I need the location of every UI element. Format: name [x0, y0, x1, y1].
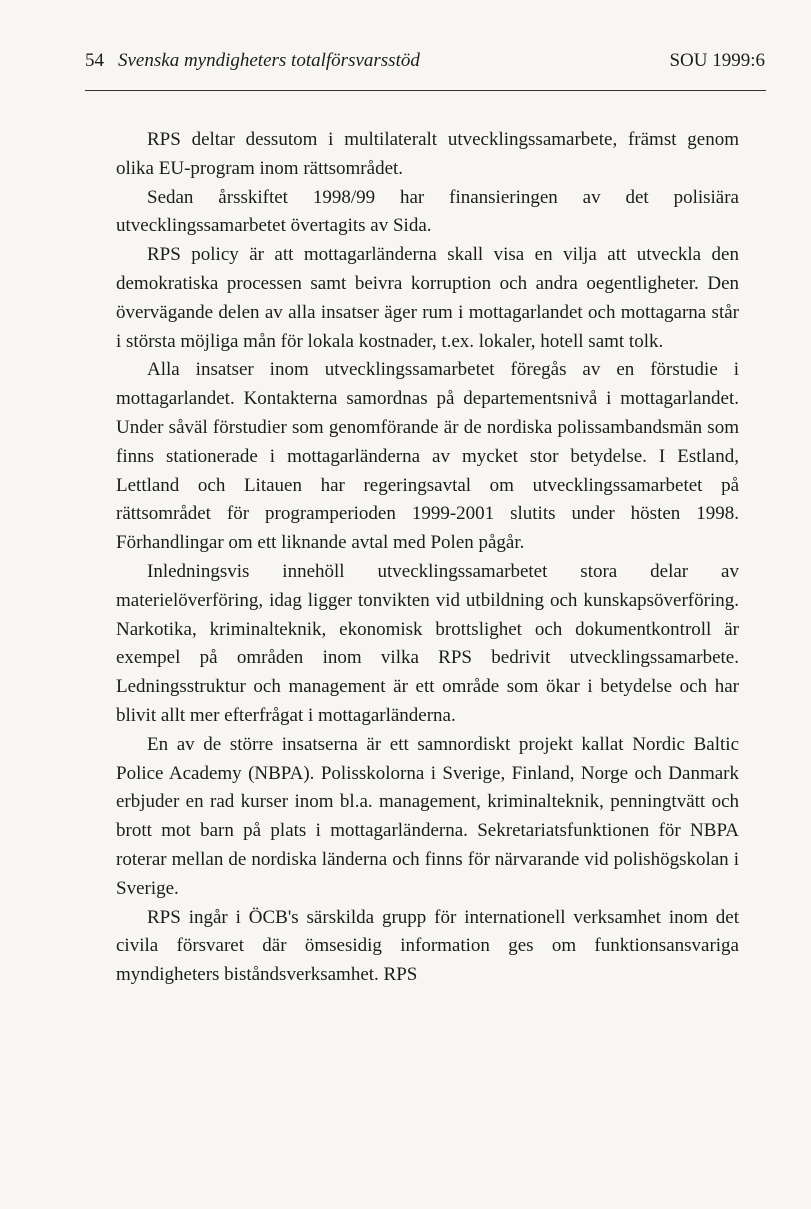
- running-title: Svenska myndigheters totalförsvarsstöd: [118, 50, 420, 71]
- paragraph-nbpa: En av de större insatserna är ett samnordiskt projekt kallat Nordic Baltic Police Academy (NBPA). Polisskolorna i Sverige, Finland, Norge och Danmark erbjuder en rad kurser inom bl.a. management, kriminalteknik, penningtvätt och brott mot barn på plats i mottagarländerna. Sekretariatsfunktionen för NBPA roterar mellan de nordiska länderna och finns för närvarande vid polishögskolan i Sverige.: [116, 733, 739, 899]
- paragraph-ocb: RPS ingår i ÖCB's särskilda grupp för internationell verksamhet inom det civila försvaret där ömsesidig information ges om funktionsansvariga myndigheters biståndsverksamhet. RPS: [116, 906, 739, 986]
- report-id: SOU 1999:6: [669, 50, 765, 71]
- header-rule: [85, 90, 766, 91]
- paragraph-multilateral: RPS deltar dessutom i multilateralt utvecklingssamarbete, främst genom olika EU-program inom rättsområdet.: [116, 129, 739, 179]
- paragraph-prestudy: Alla insatser inom utvecklingssamarbetet föregås av en förstudie i mottagarlandet. Kontakterna samordnas på departementsnivå i mottagarlandet. Under såväl förstudier som genomförande är de nordiska polissambandsmän som finns stationerade i mottagarländerna av mycket stor betydelse. I Estland, Lettland och Litauen har regeringsavtal om utvecklingssamarbetet på rättsområdet för programperioden 1999-2001 slutits under hösten 1998. Förhandlingar om ett liknande avtal med Polen pågår.: [116, 359, 739, 554]
- page-number: 54: [85, 50, 104, 71]
- paragraph-financing: Sedan årsskiftet 1998/99 har finansieringen av det polisiära utvecklingssamarbetet övertagits av Sida.: [116, 186, 739, 237]
- page-header: [85, 46, 765, 76]
- body-text: [116, 126, 739, 990]
- paragraph-transfer: Inledningsvis innehöll utvecklingssamarbetet stora delar av materielöverföring, idag ligger tonvikten vid utbildning och kunskapsöverföring. Narkotika, kriminalteknik, ekonomisk brottslighet och dokumentkontroll är exempel på områden inom vilka RPS bedrivit utvecklingssamarbete. Ledningsstruktur och management är ett område som ökar i betydelse och har blivit allt mer efterfrågat i mottagarländerna.: [116, 560, 739, 726]
- paragraph-policy: RPS policy är att mottagarländerna skall visa en vilja att utveckla den demokratiska processen samt beivra korruption och andra oegentligheter. Den övervägande delen av alla insatser äger rum i mottagarlandet och mottagarna står i största möjliga mån för lokala kostnader, t.ex. lokaler, hotell samt tolk.: [116, 244, 739, 352]
